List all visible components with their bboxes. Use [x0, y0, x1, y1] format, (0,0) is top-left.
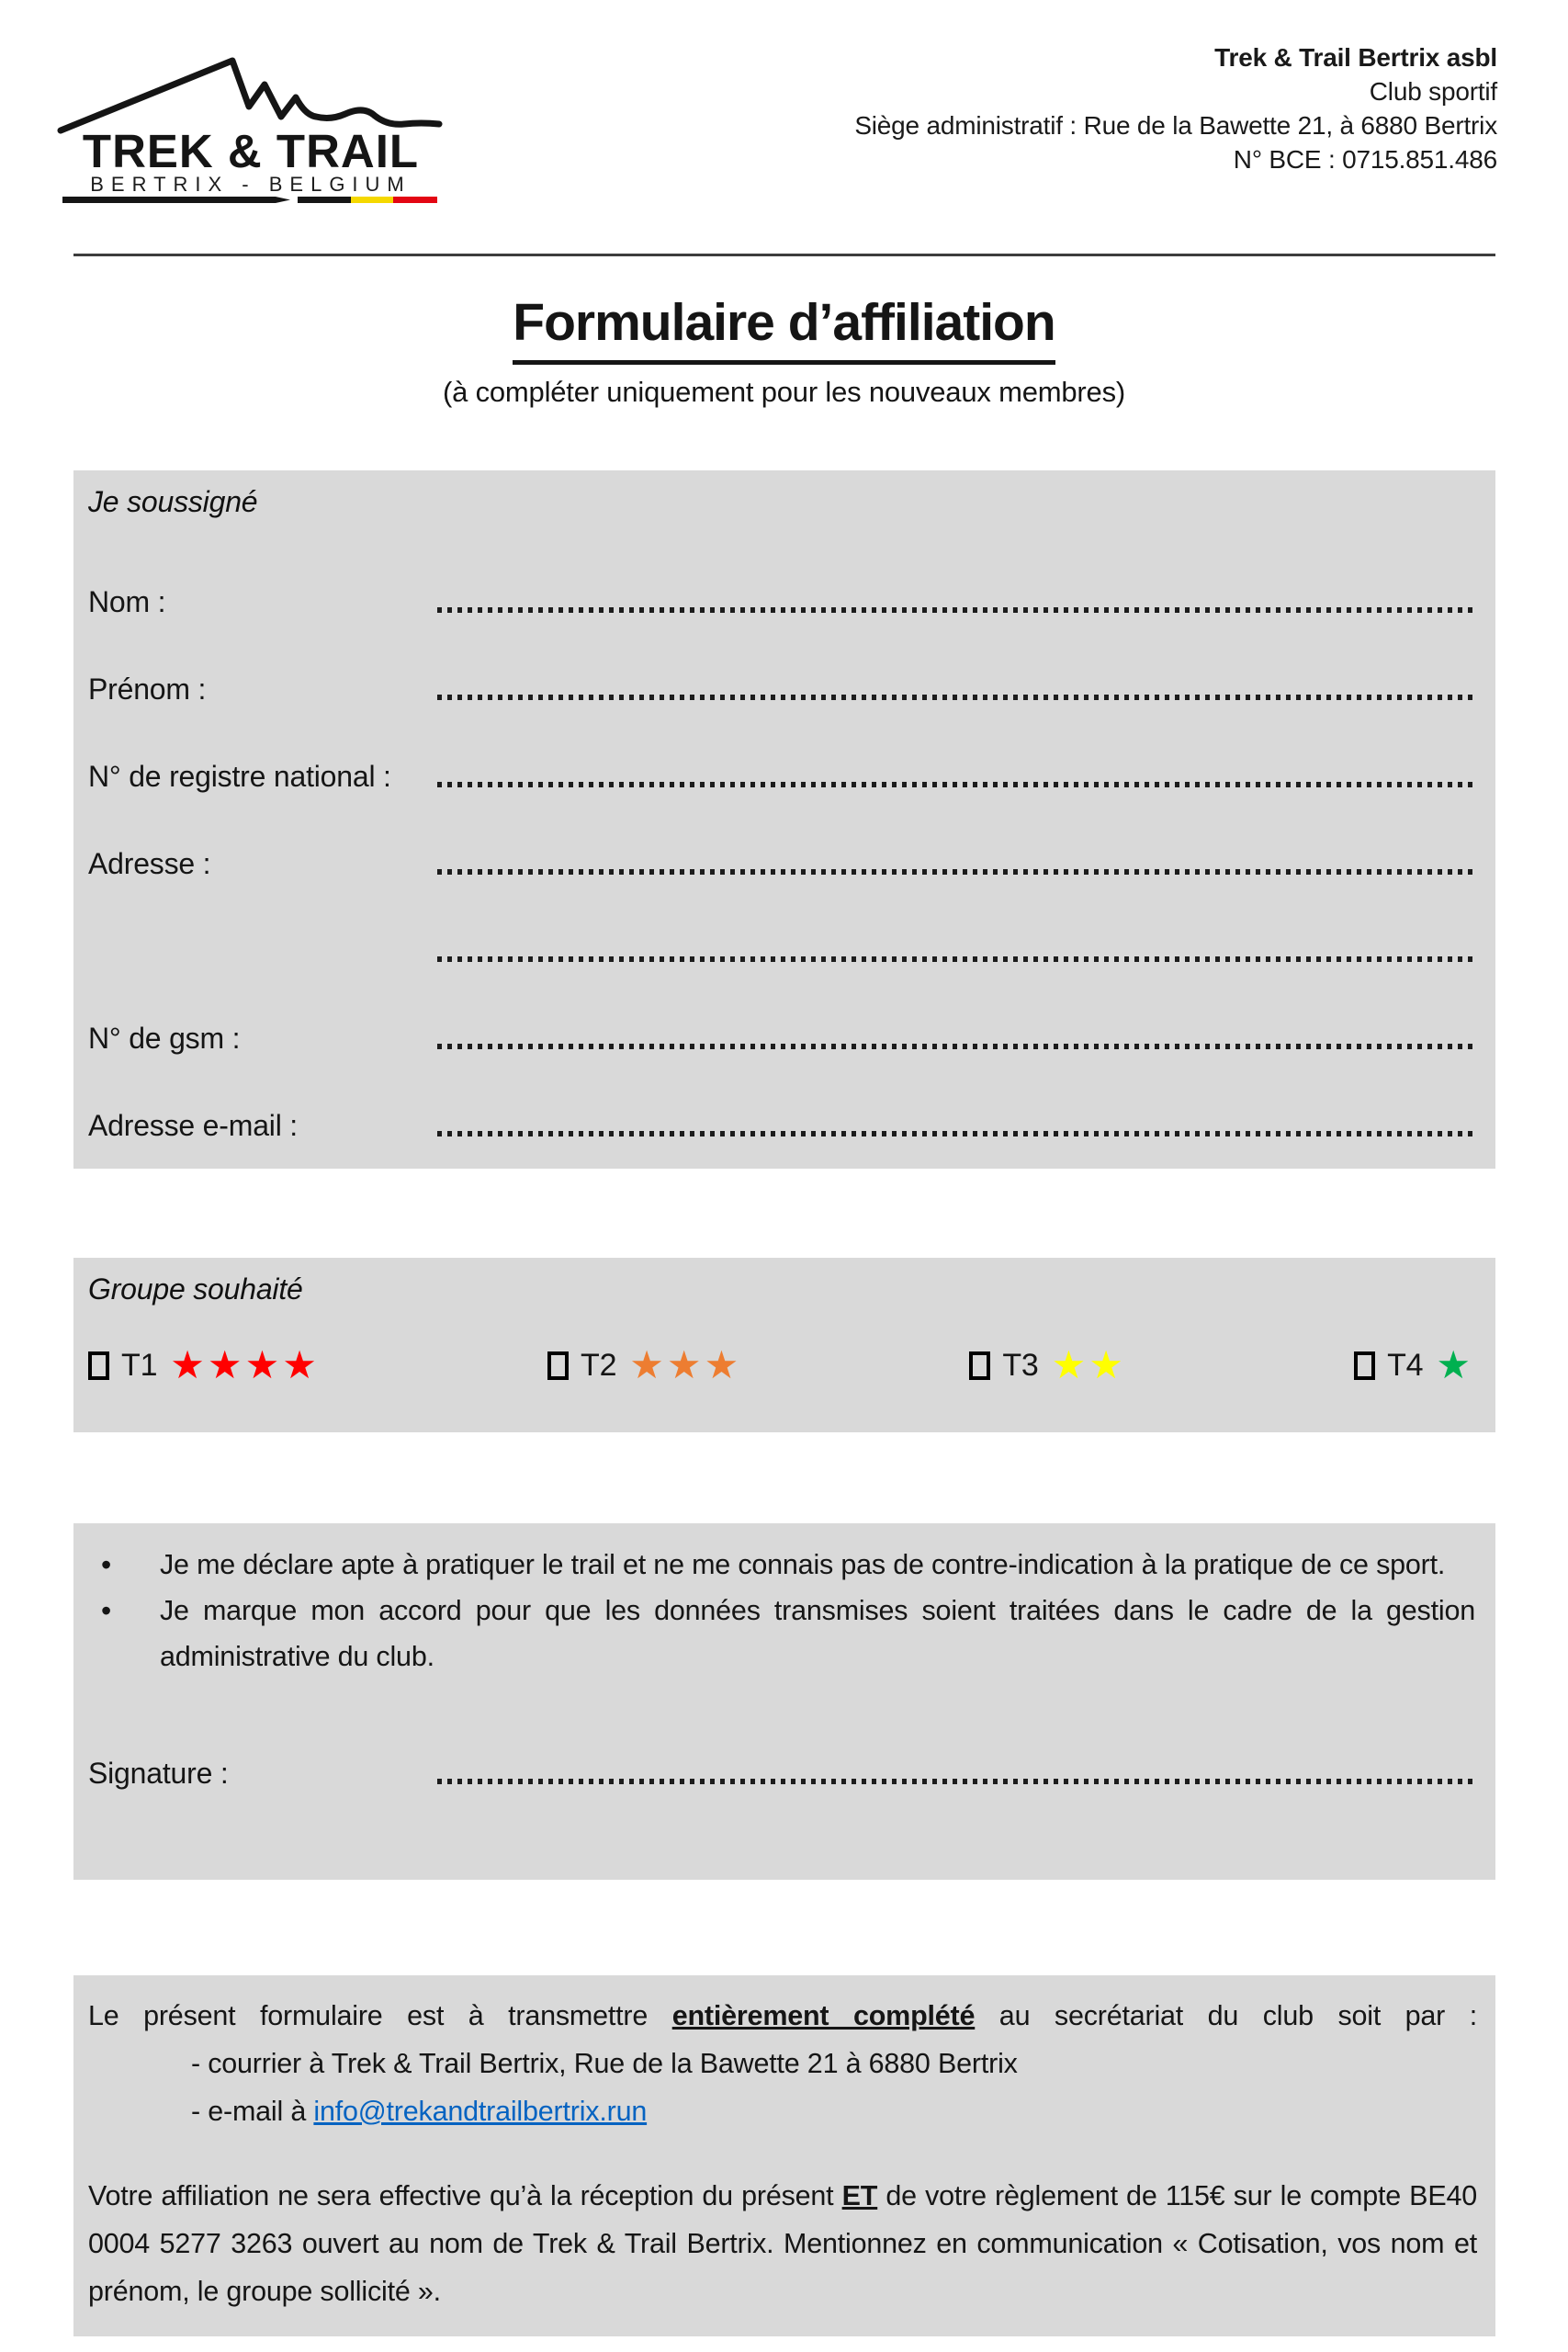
page-subtitle: (à compléter uniquement pour les nouveaux membres)	[443, 376, 1125, 408]
method-courrier	[88, 2040, 1477, 2087]
field-row-signature	[88, 1744, 1477, 1799]
payment-part2: de votre règlement de 115€ sur le compte BE40 0004 5277 3263 ouvert au nom de Trek & Trail Bertrix. Mentionnez en communication « Cotisation, vos nom et prénom, le groupe sollicité ».	[88, 2180, 1477, 2307]
field-row-gsm	[88, 980, 1477, 1068]
adresse-label: Adresse :	[88, 847, 211, 880]
t2-label: T2	[581, 1347, 617, 1383]
field-row-email	[88, 1068, 1477, 1155]
t3-star-rating: ★★	[1051, 1343, 1126, 1386]
mountain-ridge-icon	[61, 61, 439, 130]
t1-star-rating: ★★★★	[170, 1343, 320, 1386]
nom-dotted-line[interactable]	[437, 607, 1477, 613]
identity-heading: Je soussigné	[88, 485, 258, 518]
method-courrier-text: - courrier à Trek & Trail Bertrix, Rue de la Bawette 21 à 6880 Bertrix	[191, 2048, 1018, 2079]
email-dotted-line[interactable]	[437, 1131, 1477, 1136]
t1-label: T1	[121, 1347, 158, 1383]
group-heading: Groupe souhaité	[88, 1272, 303, 1306]
nom-label: Nom :	[88, 585, 166, 618]
bullet-icon: •	[101, 1594, 112, 1627]
group-option-t3	[969, 1343, 1126, 1386]
email-label: Adresse e-mail :	[88, 1109, 298, 1142]
submission-intro-part2: au secrétariat du club soit par :	[975, 2000, 1477, 2031]
payment-paragraph	[88, 2172, 1477, 2315]
method-email-text: - e-mail à	[191, 2096, 314, 2127]
t3-label: T3	[1002, 1347, 1039, 1383]
field-row-registre-national	[88, 718, 1477, 806]
submission-intro-emphasis: entièrement complété	[671, 2000, 976, 2031]
field-row-nom	[88, 544, 1477, 631]
bullet-icon: •	[101, 1548, 112, 1581]
t2-star-rating: ★★★	[629, 1343, 742, 1386]
org-name: Trek & Trail Bertrix asbl	[1214, 43, 1497, 72]
t3-checkbox[interactable]	[969, 1351, 990, 1380]
group-option-t1	[88, 1343, 320, 1386]
adresse-2-dotted-line[interactable]	[437, 956, 1477, 962]
gsm-label: N° de gsm :	[88, 1022, 241, 1055]
declaration-text-1: Je me déclare apte à pratiquer le trail et ne me connais pas de contre-indication à la pratique de ce sport.	[160, 1549, 1446, 1580]
submission-section	[73, 1975, 1495, 2336]
field-row-adresse-2	[88, 893, 1477, 980]
header-divider	[73, 254, 1495, 256]
email-link[interactable]: info@trekandtrailbertrix.run	[313, 2096, 648, 2127]
org-bce-number: N° BCE : 0715.851.486	[1233, 145, 1497, 174]
t4-checkbox[interactable]	[1354, 1351, 1375, 1380]
field-row-adresse	[88, 806, 1477, 893]
declaration-bullet-1	[88, 1542, 1477, 1588]
club-logo-graphic	[53, 28, 448, 207]
declaration-text-2: Je marque mon accord pour que les données transmises soient traitées dans le cadre de la gestion administrative du club.	[160, 1595, 1475, 1672]
t1-checkbox[interactable]	[88, 1351, 109, 1380]
group-option-t2	[547, 1343, 742, 1386]
gsm-dotted-line[interactable]	[437, 1044, 1477, 1049]
org-info-block	[854, 40, 1497, 176]
page-title: Formulaire d’affiliation	[513, 292, 1055, 365]
adresse-dotted-line[interactable]	[437, 869, 1477, 875]
method-email	[88, 2087, 1477, 2135]
registre-national-label: N° de registre national :	[88, 760, 391, 793]
identity-section	[73, 470, 1495, 1169]
logo-flag-bar	[62, 197, 437, 203]
declaration-section	[73, 1523, 1495, 1880]
submission-intro	[88, 1992, 1477, 2040]
declaration-bullet-2	[88, 1588, 1477, 1679]
payment-part1: Votre affiliation ne sera effective qu’à la réception du présent	[88, 2180, 842, 2211]
signature-dotted-line[interactable]	[437, 1779, 1477, 1784]
prenom-dotted-line[interactable]	[437, 695, 1477, 700]
registre-national-dotted-line[interactable]	[437, 782, 1477, 787]
field-row-prenom	[88, 631, 1477, 718]
payment-emphasis: ET	[841, 2180, 878, 2211]
logo-subtitle: BERTRIX - BELGIUM	[90, 173, 412, 196]
t4-star-rating: ★	[1436, 1343, 1473, 1386]
signature-label: Signature :	[88, 1757, 229, 1790]
t2-checkbox[interactable]	[547, 1351, 569, 1380]
group-option-t4	[1354, 1343, 1473, 1386]
org-type: Club sportif	[1369, 77, 1497, 106]
group-section	[73, 1258, 1495, 1432]
logo-title: TREK & TRAIL	[82, 125, 420, 177]
t4-label: T4	[1387, 1347, 1424, 1383]
submission-intro-part1: Le présent formulaire est à transmettre	[88, 2000, 672, 2031]
club-logo	[53, 28, 448, 207]
adresse-2-label	[88, 967, 437, 980]
org-address: Siège administratif : Rue de la Bawette 21, à 6880 Bertrix	[854, 111, 1497, 140]
prenom-label: Prénom :	[88, 673, 207, 706]
